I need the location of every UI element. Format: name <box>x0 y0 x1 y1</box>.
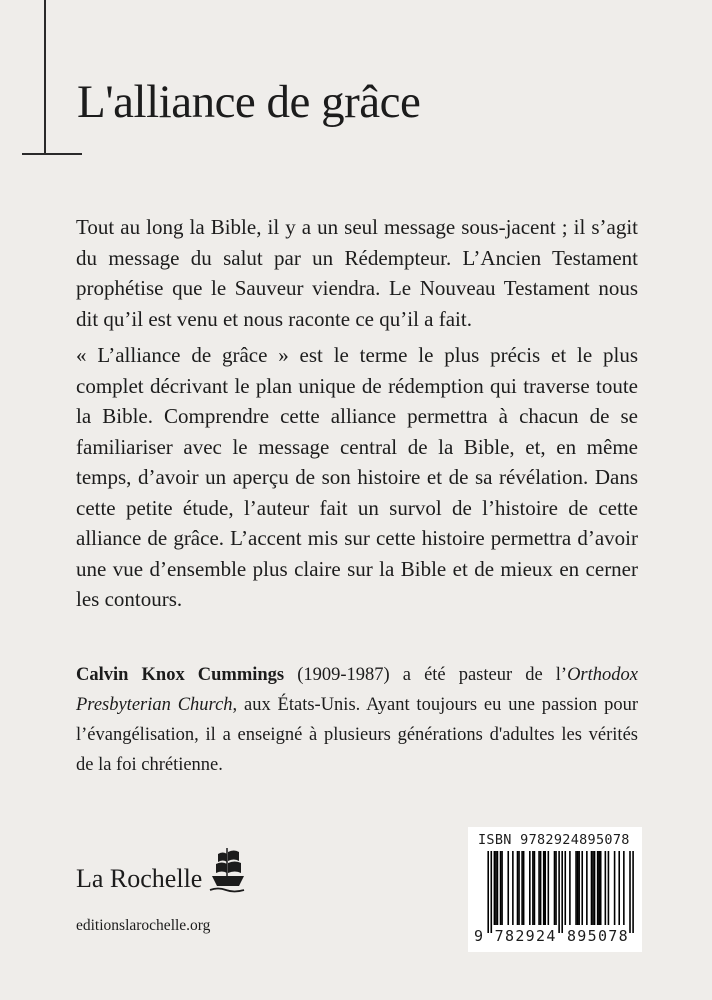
book-title: L'alliance de grâce <box>77 76 421 128</box>
barcode-bar <box>629 851 631 933</box>
horizontal-rule <box>22 153 82 155</box>
barcode-bar <box>529 851 531 925</box>
summary-paragraph-1: Tout au long la Bible, il y a un seul message sous-jacent ; il s’agit du message du salut par un Rédempteur. L’Ancien Testament prophétise que le Sauveur viendra. Le Nouveau Testament nous dit qu’il est venu et nous raconte ce qu’il a fait. <box>76 215 638 331</box>
vertical-rule <box>44 0 46 155</box>
barcode-bar <box>600 851 602 925</box>
barcode-bar <box>548 851 550 925</box>
barcode-bar <box>543 851 545 925</box>
author-name: Calvin Knox Cummings <box>76 665 285 685</box>
bio-text-1: (1909-1987) a été pasteur de l’ <box>284 665 568 685</box>
barcode-bar <box>532 851 534 925</box>
summary-paragraph-2: « L’alliance de grâce » est le terme le plus précis et le plus complet décrivant le plan unique de rédemption qui traverse toute la Bible. Comprendre cette alliance permettra à chacun de se familiariser avec le message central de la Bible, et, en même temps, d’avoir un aperçu de son histoire et de sa révélation. Dans cette petite étude, l’auteur fait un survol de l’histoire de cette alliance de grâce. L’accent mis sur cette histoire permettra d’avoir une vue d’ensemble plus claire sur la Bible et de mieux en cerner les contours. <box>76 343 638 611</box>
barcode-bar <box>487 851 489 933</box>
barcode-bar <box>523 851 525 925</box>
barcode-bar <box>517 851 519 925</box>
barcode-bar <box>555 851 557 925</box>
barcode-bar <box>558 851 560 933</box>
ean-digits: 9 782924 895078 <box>474 927 629 945</box>
barcode-bar <box>501 851 503 925</box>
barcode-bar <box>534 851 536 925</box>
barcode-bar <box>623 851 625 925</box>
barcode-bar <box>592 851 594 925</box>
barcode-bar <box>618 851 620 925</box>
barcode-bar <box>518 851 520 925</box>
barcode-bar <box>577 851 579 925</box>
barcode-bar <box>538 851 540 925</box>
barcode-bar <box>605 851 607 925</box>
barcode-bar <box>500 851 502 925</box>
barcode <box>468 827 642 952</box>
barcode-bar <box>569 851 571 925</box>
author-bio <box>76 660 638 780</box>
barcode-bar <box>521 851 523 925</box>
barcode-bar <box>494 851 496 925</box>
barcode-bar <box>581 851 583 925</box>
barcode-bar <box>586 851 588 925</box>
barcode-bar <box>578 851 580 925</box>
barcode-bar <box>554 851 556 925</box>
barcode-bar <box>540 851 542 925</box>
ship-icon <box>208 846 248 894</box>
barcode-bar <box>490 851 492 933</box>
barcode-bar <box>512 851 514 925</box>
barcode-bar <box>614 851 616 925</box>
publisher-website: editionslarochelle.org <box>76 917 211 934</box>
barcode-bar <box>561 851 563 933</box>
publisher-logo: La Rochelle <box>76 864 203 893</box>
barcode-bar <box>608 851 610 925</box>
church-name: Orthodox Presbyterian Church <box>76 665 638 715</box>
barcode-bar <box>597 851 599 925</box>
barcode-bar <box>507 851 509 925</box>
barcode-bar <box>632 851 634 933</box>
barcode-bar <box>544 851 546 925</box>
barcode-bar <box>495 851 497 925</box>
barcode-bar <box>598 851 600 925</box>
barcode-bar <box>591 851 593 925</box>
bio-text-2: , aux États-Unis. Ayant toujours eu une passion pour l’évangélisation, il a enseigné à plusieurs générations d'adultes les vérités de la foi chrétienne. <box>76 695 638 775</box>
barcode-bar <box>497 851 499 925</box>
barcode-bar <box>575 851 577 925</box>
barcode-bar <box>564 851 566 925</box>
barcode-bars <box>472 851 640 933</box>
isbn-label: ISBN 9782924895078 <box>478 832 630 848</box>
barcode-bar <box>594 851 596 925</box>
